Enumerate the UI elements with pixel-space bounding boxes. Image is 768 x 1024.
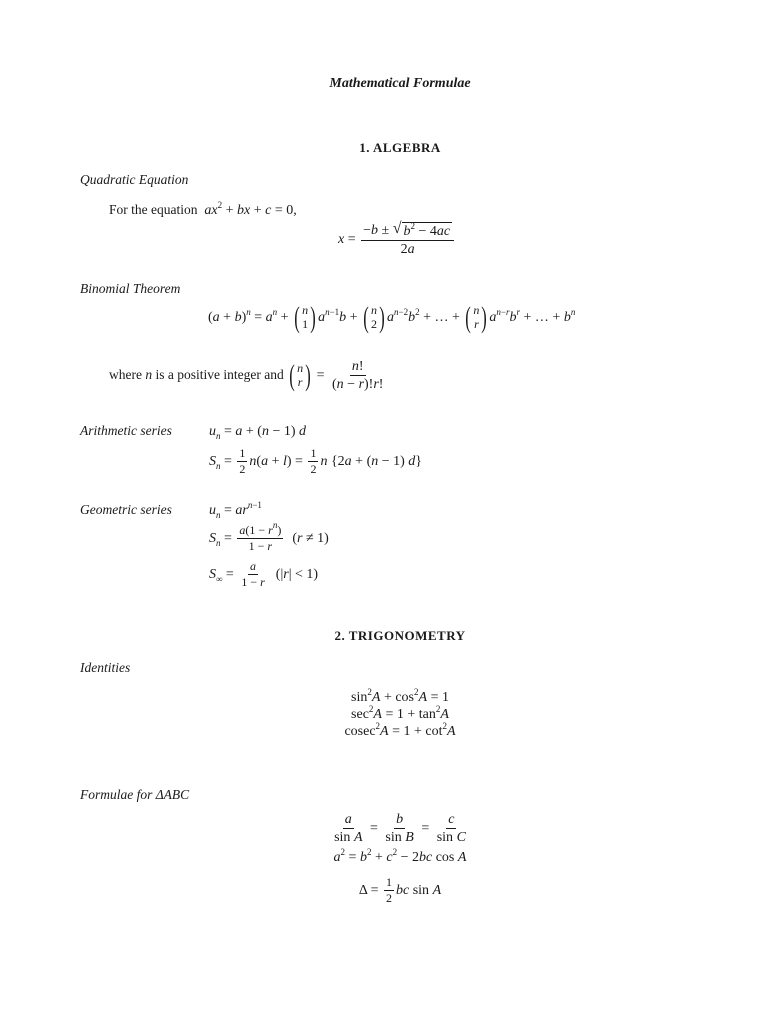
triangle-area-formula: Δ = $\frac{1}{2}$ bc sin A (358, 875, 442, 906)
binomial-expansion-formula: $(a + b)^n = a^n$ + ( n 1 ) $a^{n-1}b$ + ( n 2 ) $a^{n-2}b^2$ + … + ( n r ) $a^{n-r}b^r$ + … + $b^n$ (208, 301, 576, 334)
quadratic-intro (109, 202, 297, 218)
positive-integer-text: is a positive integer and (155, 367, 284, 383)
identity-cosec-cot: $cosec^2A = 1 + \cot^2A$ (344, 721, 456, 739)
page-title: Mathematical Formulae (329, 76, 471, 91)
for-the-equation-text: For the equation (109, 202, 198, 217)
label-identities: Identities (80, 660, 131, 675)
arithmetic-nth-term-formula: $u_n = a + (n - 1)$ d (209, 424, 307, 441)
arithmetic-sum-formula: $S_n$ = $\frac{1}{2}$ n(a + l) = $\frac{1}{2}$ n {2a + (n − 1) d} (209, 446, 423, 477)
binomial-coefficient-line: where n is a positive integer and ( n r ) = $\frac{n!}{(n - r)!r!}$ (109, 359, 387, 393)
geometric-infinite-sum-formula: $S_\infty$ = $\frac{a}{1 - r}$ (|r| < 1) (209, 559, 319, 590)
identity-sin-cos: $\sin^2A + \cos^2A = 1$ (351, 687, 449, 705)
label-geometric-series: Geometric series (80, 502, 172, 517)
identity-sec-tan: $\sec^2A = 1 + \tan^2A$ (351, 704, 449, 722)
quadratic-equation-formula: $ax^2$ + bx + c = 0, (204, 200, 297, 218)
section-heading-algebra: 1. ALGEBRA (359, 140, 441, 155)
where-text: where (109, 367, 142, 383)
geometric-sum-formula: $S_n$ = $\frac{a(1 - r^n)}{1 - r}$ (r ≠ 1) (209, 520, 329, 554)
quadratic-solution-formula: x = −b ± √ $b^2 - 4ac$ 2a (338, 222, 456, 258)
cosine-rule-formula: $a^2 = b^2 + c^2 - 2bc$ cos A (333, 847, 467, 865)
label-triangle-formulae: Formulae for ΔABC (80, 787, 190, 802)
section-heading-trigonometry: 2. TRIGONOMETRY (334, 628, 466, 643)
label-quadratic-equation: Quadratic Equation (80, 172, 189, 187)
label-binomial-theorem: Binomial Theorem (80, 281, 181, 296)
sine-rule-formula: $\frac{a}{\text{sin A}}$ = $\frac{b}{\text{sin B}}$ = $\frac{c}{\text{sin C}}$ (334, 812, 466, 846)
geometric-nth-term-formula: $u_n = ar^{n-1}$ (209, 500, 262, 520)
label-arithmetic-series: Arithmetic series (80, 423, 172, 438)
binomial-coefficient-formula: ( n r ) = $\frac{n!}{(n - r)!r!}$ (289, 358, 384, 393)
